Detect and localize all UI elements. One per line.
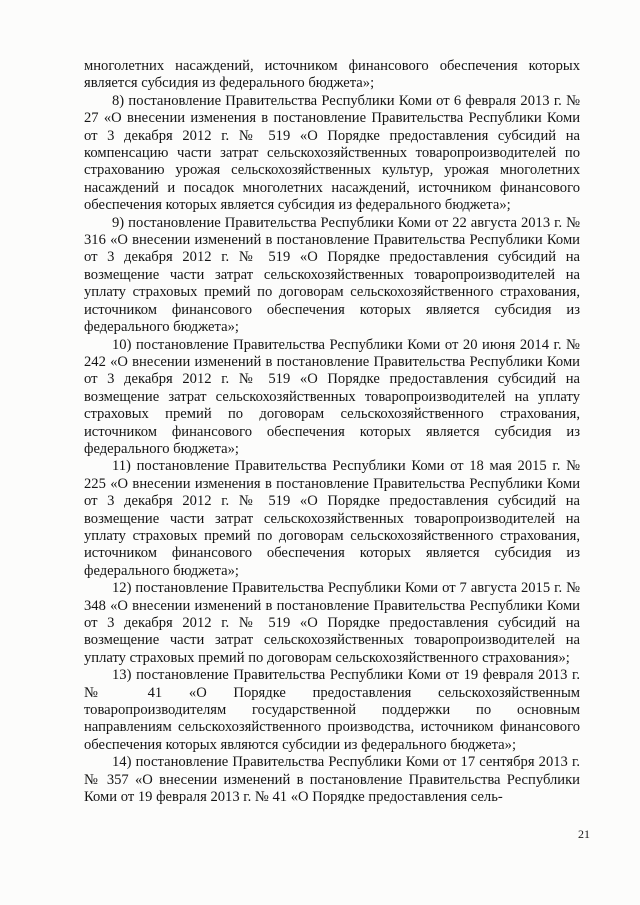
- paragraph-item-14: 14) постановление Правительства Республики Коми от 17 сентября 2013 г. № 357 «О внесении изменений в постановление Правительства Республики Коми от 19 февраля 2013 г. № 41 «О Порядке предоставления сель-: [84, 754, 580, 806]
- paragraph-item-12: 12) постановление Правительства Республики Коми от 7 августа 2015 г. № 348 «О внесении изменений в постановление Правительства Республики Коми от 3 декабря 2012 г. № 519 «О Порядке предоставления субсидий на возмещение части затрат сельскохозяйственных товаропроизводителей на уплату страховых премий по договорам сельскохозяйственного страхования»;: [84, 580, 580, 666]
- paragraph-item-13: 13) постановление Правительства Республики Коми от 19 февраля 2013 г. № 41 «О Порядке предоставления сельскохозяйственным товаропроизводителям государственной поддержки по основным направлениям сельскохозяйственного производства, источником финансового обеспечения которых являются субсидии из федерального бюджета»;: [84, 667, 580, 753]
- paragraph-item-10: 10) постановление Правительства Республики Коми от 20 июня 2014 г. № 242 «О внесении изменений в постановление Правительства Республики Коми от 3 декабря 2012 г. № 519 «О Порядке предоставления субсидий на возмещение затрат сельскохозяйственных товаропроизводителей на уплату страховых премий по договорам сельскохозяйственного страхования, источником финансового обеспечения которых является субсидия из федерального бюджета»;: [84, 336, 580, 457]
- paragraph-continuation: многолетних насаждений, источником финансового обеспечения которых является субсидия из федерального бюджета»;: [84, 58, 580, 92]
- paragraph-item-9: 9) постановление Правительства Республики Коми от 22 августа 2013 г. № 316 «О внесении изменений в постановление Правительства Республики Коми от 3 декабря 2012 г. № 519 «О Порядке предоставления субсидий на возмещение части затрат сельскохозяйственных товаропроизводителей на уплату страховых премий по договорам сельскохозяйственного страхования, источником финансового обеспечения которых является субсидия из федерального бюджета»;: [84, 214, 580, 336]
- paragraph-item-11: 11) постановление Правительства Республики Коми от 18 мая 2015 г. № 225 «О внесении изменения в постановление Правительства Республики Коми от 3 декабря 2012 г. № 519 «О Порядке предоставления субсидий на возмещение части затрат сельскохозяйственных товаропроизводителей на уплату страховых премий по договорам сельскохозяйственного страхования, источником финансового обеспечения которых является субсидия из федерального бюджета»;: [84, 458, 580, 579]
- document-body: [84, 58, 580, 806]
- page-number: 21: [578, 827, 590, 841]
- paragraph-item-8: 8) постановление Правительства Республики Коми от 6 февраля 2013 г. № 27 «О внесении изменения в постановление Правительства Республики Коми от 3 декабря 2012 г. № 519 «О Порядке предоставления субсидий на компенсацию части затрат сельскохозяйственных товаропроизводителей по страхованию урожая сельскохозяйственных культур, урожая многолетних насаждений и посадок многолетних насаждений, источником финансового обеспечения которых является субсидия из федерального бюджета»;: [84, 92, 580, 214]
